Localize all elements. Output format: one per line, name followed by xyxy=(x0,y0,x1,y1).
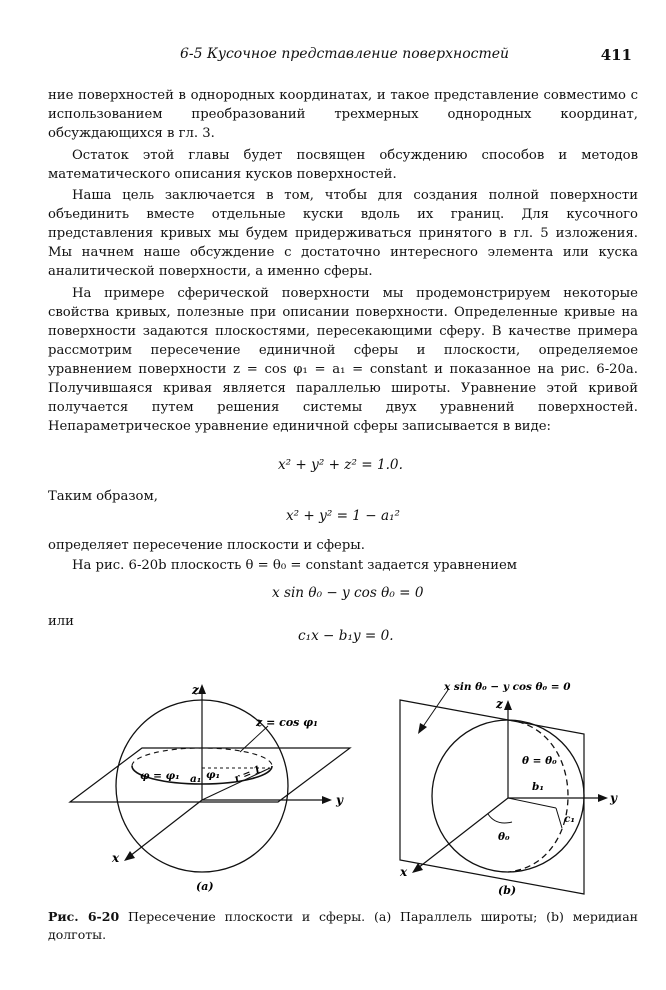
plane-b xyxy=(400,700,584,894)
equation-plane-2: c₁x − b₁y = 0. xyxy=(298,628,394,644)
meridian-b xyxy=(508,720,568,872)
label-phi1: φ₁ xyxy=(206,769,221,781)
label-z-a: z xyxy=(192,683,199,697)
header-title: 6-5 Кусочное представление поверхностей xyxy=(180,46,510,62)
paragraph-2: Остаток этой главы будет посвящен обсуждению способов и методов математического описания кусков поверхностей. xyxy=(48,148,638,182)
caption-bold: Рис. 6-20 xyxy=(48,909,120,924)
label-c1: c₁ xyxy=(564,813,575,825)
figure-b xyxy=(388,676,628,906)
equation-sphere: x² + y² + z² = 1.0. xyxy=(278,457,403,473)
label-plane-eq: x sin θ₀ − y cos θ₀ = 0 xyxy=(444,681,571,693)
x-arrow-a xyxy=(124,851,135,861)
paragraph-4: На примере сферической поверхности мы продемонстрируем некоторые свойства кривых, полезные при описании поверхности. Определенные кривые на поверхности задаются плоскостями, пересекающими сферу. В качестве примера рассмотрим пересечение единичной сферы и плоскости, определяемое уравнением поверхности z = cos φ₁ = a₁ = constant и показанное на рис. 6-20a. Получившаяся кривая является параллелью широты. Уравнение этой кривой получается путем решения системы двух уравнений поверхностей. Непараметрическое уравнение единичной сферы записывается в виде: xyxy=(48,286,638,434)
caption-text: Пересечение плоскости и сферы. (a) Параллель широты; (b) меридиан долготы. xyxy=(48,909,638,942)
equation-circle: x² + y² = 1 − a₁² xyxy=(286,508,400,524)
text-defines: определяет пересечение плоскости и сферы. xyxy=(48,538,365,553)
label-fig-b: (b) xyxy=(498,884,517,897)
text-thus: Таким образом, xyxy=(48,489,158,504)
figure-caption xyxy=(48,908,638,944)
equation-plane: x sin θ₀ − y cos θ₀ = 0 xyxy=(272,585,424,601)
label-theta-eq: θ = θ₀ xyxy=(522,755,557,767)
paragraph-3: Наша цель заключается в том, чтобы для создания полной поверхности объединить вместе отдельные куски вдоль их границ. Для кусочного представления кривых мы будем придерживаться принятого в гл. 5 изложения. Мы начнем наше обсуждение с достаточно интересного элемента или куска аналитической поверхности, а именно сферы. xyxy=(48,188,638,279)
label-fig-a: (a) xyxy=(196,880,214,893)
label-theta0: θ₀ xyxy=(498,831,510,843)
running-header xyxy=(0,46,666,70)
label-plane-a: z = cos φ₁ xyxy=(256,716,318,729)
x-axis-a xyxy=(130,800,202,856)
paragraph-1: ние поверхностей в однородных координатах, и такое представление совместимо с использованием преобразований трехмерных однородных координат, обсуждающихся в гл. 3. xyxy=(48,88,638,141)
plane-eq-arrow xyxy=(418,723,427,734)
label-r1: r = 1 xyxy=(233,764,263,785)
c1-line xyxy=(556,808,562,828)
label-x-b: x xyxy=(400,865,408,879)
label-b1: b₁ xyxy=(532,781,544,793)
label-phi-eq: φ = φ₁ xyxy=(140,770,180,782)
label-a1: a₁ xyxy=(190,773,202,785)
y-arrow-b xyxy=(598,794,608,802)
label-y-a: y xyxy=(336,793,343,807)
page-number: 411 xyxy=(600,46,632,64)
z-arrow-a xyxy=(198,684,206,694)
figure-a xyxy=(60,676,360,906)
y-arrow-a xyxy=(322,796,332,804)
z-arrow-b xyxy=(504,700,512,710)
label-z-b: z xyxy=(496,697,503,711)
theta-arc xyxy=(488,814,512,823)
text-fig-b-intro: На рис. 6-20b плоскость θ = θ₀ = constant задается уравнением xyxy=(72,558,518,573)
text-or: или xyxy=(48,614,74,629)
label-x-a: x xyxy=(112,851,120,865)
plane-eq-leader xyxy=(422,690,448,728)
b1-line xyxy=(508,798,556,808)
label-y-b: y xyxy=(610,791,617,805)
